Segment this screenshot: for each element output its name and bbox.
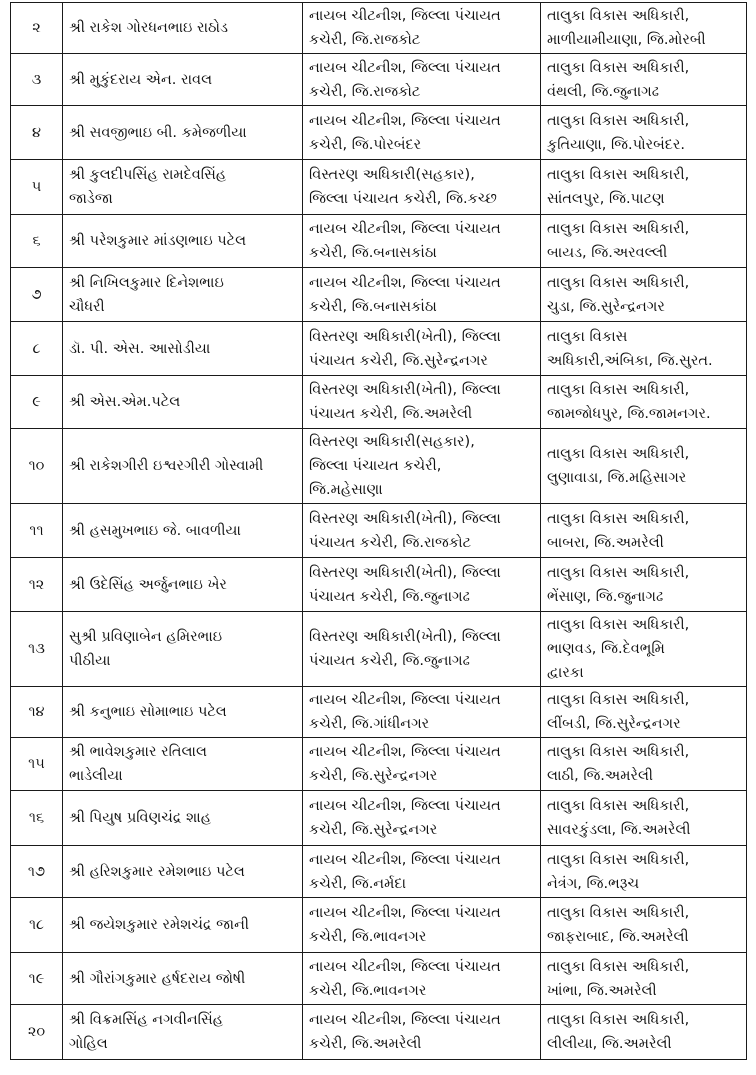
serial-number-cell: ૬ bbox=[11, 215, 63, 268]
new-posting-cell-line: તાલુકા વિકાસ અધિકારી, bbox=[547, 221, 690, 237]
officer-name-cell bbox=[63, 215, 303, 268]
new-posting-cell-line: તાલુકા વિકાસ અધિકારી, bbox=[547, 617, 690, 633]
officer-name-cell-line: ડૉ. પી. એસ. આસોડીયા bbox=[69, 340, 211, 357]
current-post-cell-line: નાયબ ચીટનીશ, જિલ્લા પંચાયત bbox=[309, 8, 501, 24]
officer-name-cell-line: શ્રી સવજીભાઇ બી. કમેજળીયા bbox=[69, 124, 247, 141]
current-post-cell-line: નાયબ ચીટનીશ, જિલ્લા પંચાયત bbox=[309, 59, 501, 76]
new-posting-cell-line: તાલુકા વિકાસ અધિકારી, bbox=[547, 692, 690, 708]
new-posting-cell bbox=[541, 738, 747, 791]
current-post-cell-line: પંચાયત કચેરી, જિ.સુરેન્દ્રનગર bbox=[309, 352, 488, 369]
table-row bbox=[11, 1005, 747, 1060]
table-row bbox=[11, 3, 747, 54]
officer-name-cell-line: શ્રી હસમુખભાઇ જે. બાવળીયા bbox=[69, 522, 241, 539]
current-post-cell bbox=[303, 215, 541, 268]
new-posting-cell bbox=[541, 898, 747, 953]
officer-transfer-table bbox=[10, 2, 747, 1060]
officer-name-cell-line: શ્રી હરિશકુમાર રમેશભાઇ પટેલ bbox=[69, 863, 245, 880]
officer-name-cell bbox=[63, 106, 303, 160]
current-post-cell-line: નાયબ ચીટનીશ, જિલ્લા પંચાયત bbox=[309, 798, 501, 814]
current-post-cell-line: કચેરી, જિ.રાજકોટ bbox=[309, 83, 421, 100]
officer-name-cell-line: શ્રી પરેશકુમાર માંડણભાઇ પટેલ bbox=[69, 233, 247, 249]
officer-name-cell-line: શ્રી ભાવેશકુમાર રતિલાલ bbox=[69, 744, 207, 760]
table-body bbox=[11, 3, 747, 1060]
current-post-cell-line: નાયબ ચીટનીશ, જિલ્લા પંચાયત bbox=[309, 221, 501, 237]
new-posting-cell-line: અધિકારી,અંબિકા, જિ.સુરત. bbox=[547, 352, 713, 369]
current-post-cell-line: વિસ્તરણ અધિકારી(ખેતી), જિલ્લા bbox=[309, 510, 501, 527]
current-post-cell bbox=[303, 322, 541, 376]
current-post-cell-line: કચેરી, જિ.બનાસકાંઠા bbox=[309, 298, 437, 315]
current-post-cell-line: કચેરી, જિ.અમરેલી bbox=[309, 1036, 422, 1052]
current-post-cell-line: પંચાયત કચેરી, જિ.જુનાગઢ bbox=[309, 653, 470, 669]
table-row bbox=[11, 846, 747, 898]
new-posting-cell-line: લુણાવાડા, જિ.મહિસાગર bbox=[547, 470, 687, 486]
current-post-cell-line: વિસ્તરણ અધિકારી(ખેતી), જિલ્લા bbox=[309, 328, 501, 345]
current-post-cell-line: વિસ્તરણ અધિકારી(ખેતી), જિલ્લા bbox=[309, 629, 501, 645]
current-post-cell bbox=[303, 429, 541, 504]
new-posting-cell-line: જાફરાબાદ, જિ.અમરેલી bbox=[547, 929, 689, 945]
document-page bbox=[10, 2, 746, 1060]
current-post-cell-line: કચેરી, જિ.સુરેન્દ્રનગર bbox=[309, 768, 438, 784]
new-posting-cell-line: સાવરકુંડલા, જિ.અમરેલી bbox=[547, 822, 691, 838]
table-row bbox=[11, 898, 747, 953]
new-posting-cell-line: ભાણવડ, જિ.દેવભૂમિ bbox=[547, 641, 665, 657]
officer-name-cell-line: ચૌધરી bbox=[69, 298, 105, 315]
officer-name-cell-line: શ્રી કુલદીપસિંહ રામદેવસિંહ bbox=[69, 167, 227, 183]
current-post-cell bbox=[303, 54, 541, 106]
table-row bbox=[11, 215, 747, 268]
officer-name-cell-line: ગોહિલ bbox=[69, 1036, 108, 1052]
officer-name-cell bbox=[63, 1005, 303, 1060]
current-post-cell-line: જિલ્લા પંચાયત કચેરી, જિ.કચ્છ bbox=[309, 191, 497, 207]
officer-name-cell bbox=[63, 738, 303, 791]
new-posting-cell-line: લાઠી, જિ.અમરેલી bbox=[547, 768, 654, 784]
officer-name-cell-line: ભાડેલીયા bbox=[69, 768, 123, 784]
current-post-cell-line: કચેરી, જિ.સુરેન્દ્રનગર bbox=[309, 822, 438, 838]
serial-number-cell: ૧૯ bbox=[11, 953, 63, 1005]
officer-name-cell-line: શ્રી ઉદેસિંહ અર્જુનભાઇ ખેર bbox=[69, 576, 227, 593]
new-posting-cell bbox=[541, 160, 747, 215]
new-posting-cell-line: તાલુકા વિકાસ અધિકારી, bbox=[547, 510, 690, 527]
officer-name-cell-line: શ્રી ગૌરાંગકુમાર હર્ષદરાય જોષી bbox=[69, 970, 246, 987]
new-posting-cell-line: ચુડા, જિ.સુરેન્દ્રનગર bbox=[547, 298, 665, 315]
table-row bbox=[11, 429, 747, 504]
new-posting-cell bbox=[541, 106, 747, 160]
new-posting-cell-line: તાલુકા વિકાસ અધિકારી, bbox=[547, 958, 690, 975]
new-posting-cell bbox=[541, 322, 747, 376]
new-posting-cell-line: તાલુકા વિકાસ અધિકારી, bbox=[547, 905, 690, 921]
new-posting-cell-line: વંથલી, જિ.જુનાગઢ bbox=[547, 83, 659, 100]
current-post-cell bbox=[303, 687, 541, 738]
current-post-cell bbox=[303, 953, 541, 1005]
officer-name-cell-line: શ્રી મુકુંદરાય એન. રાવલ bbox=[69, 71, 213, 88]
current-post-cell-line: કચેરી, જિ.ગાંધીનગર bbox=[309, 716, 430, 732]
table-row bbox=[11, 558, 747, 612]
new-posting-cell-line: બાબરા, જિ.અમરેલી bbox=[547, 534, 664, 551]
current-post-cell-line: નાયબ ચીટનીશ, જિલ્લા પંચાયત bbox=[309, 274, 501, 291]
new-posting-cell bbox=[541, 1005, 747, 1060]
new-posting-cell bbox=[541, 558, 747, 612]
table-row bbox=[11, 268, 747, 322]
current-post-cell-line: નાયબ ચીટનીશ, જિલ્લા પંચાયત bbox=[309, 112, 501, 129]
officer-name-cell bbox=[63, 687, 303, 738]
new-posting-cell-line: તાલુકા વિકાસ અધિકારી, bbox=[547, 446, 690, 462]
current-post-cell bbox=[303, 504, 541, 558]
new-posting-cell bbox=[541, 54, 747, 106]
new-posting-cell-line: તાલુકા વિકાસ અધિકારી, bbox=[547, 59, 690, 76]
current-post-cell-line: જિલ્લા પંચાયત કચેરી, bbox=[309, 458, 442, 474]
officer-name-cell-line: શ્રી રાકેશગીરી ઇશ્વરગીરી ગોસ્વામી bbox=[69, 458, 264, 474]
table-row bbox=[11, 953, 747, 1005]
current-post-cell-line: નાયબ ચીટનીશ, જિલ્લા પંચાયત bbox=[309, 1012, 501, 1028]
serial-number-cell: ૧૧ bbox=[11, 504, 63, 558]
new-posting-cell-line: જામજોધપુર, જિ.જામનગર. bbox=[547, 406, 711, 422]
current-post-cell-line: પંચાયત કચેરી, જિ.જુનાગઢ bbox=[309, 588, 470, 605]
current-post-cell-line: કચેરી, જિ.પોરબંદર bbox=[309, 136, 422, 153]
new-posting-cell bbox=[541, 376, 747, 429]
table-row bbox=[11, 160, 747, 215]
officer-name-cell-line: શ્રી પિયુષ પ્રવિણચંદ્ર શાહ bbox=[69, 810, 212, 826]
new-posting-cell-line: તાલુકા વિકાસ અધિકારી, bbox=[547, 744, 690, 760]
current-post-cell-line: નાયબ ચીટનીશ, જિલ્લા પંચાયત bbox=[309, 958, 501, 975]
officer-name-cell bbox=[63, 612, 303, 687]
officer-name-cell-line: શ્રી જયેશકુમાર રમેશચંદ્ર જાની bbox=[69, 917, 250, 933]
new-posting-cell-line: લીલીયા, જિ.અમરેલી bbox=[547, 1036, 672, 1052]
new-posting-cell-line: કુતિયાણા, જિ.પોરબંદર. bbox=[547, 136, 685, 153]
officer-name-cell-line: શ્રી રાકેશ ગોરધનભાઇ રાઠોડ bbox=[69, 20, 229, 36]
serial-number-cell: ૯ bbox=[11, 376, 63, 429]
new-posting-cell-line: ખાંભા, જિ.અમરેલી bbox=[547, 982, 657, 999]
new-posting-cell bbox=[541, 429, 747, 504]
officer-name-cell-line: શ્રી નિખિલકુમાર દિનેશભાઇ bbox=[69, 274, 224, 291]
current-post-cell bbox=[303, 612, 541, 687]
serial-number-cell: ૨૦ bbox=[11, 1005, 63, 1060]
current-post-cell bbox=[303, 1005, 541, 1060]
table-row bbox=[11, 504, 747, 558]
new-posting-cell-line: બાયડ, જિ.અરવલ્લી bbox=[547, 245, 668, 261]
new-posting-cell bbox=[541, 215, 747, 268]
serial-number-cell: ૧૦ bbox=[11, 429, 63, 504]
current-post-cell bbox=[303, 558, 541, 612]
table-row bbox=[11, 322, 747, 376]
officer-name-cell bbox=[63, 322, 303, 376]
officer-name-cell bbox=[63, 846, 303, 898]
new-posting-cell-line: તાલુકા વિકાસ અધિકારી, bbox=[547, 564, 690, 581]
current-post-cell-line: જિ.મહેસાણા bbox=[309, 482, 383, 498]
current-post-cell bbox=[303, 738, 541, 791]
current-post-cell-line: નાયબ ચીટનીશ, જિલ્લા પંચાયત bbox=[309, 905, 501, 921]
new-posting-cell-line: તાલુકા વિકાસ અધિકારી, bbox=[547, 167, 690, 183]
serial-number-cell: ૧૬ bbox=[11, 791, 63, 846]
current-post-cell-line: કચેરી, જિ.નર્મદા bbox=[309, 875, 406, 892]
current-post-cell-line: કચેરી, જિ.બનાસકાંઠા bbox=[309, 245, 437, 261]
officer-name-cell-line: જાડેજા bbox=[69, 191, 113, 207]
new-posting-cell-line: તાલુકા વિકાસ અધિકારી, bbox=[547, 8, 690, 24]
new-posting-cell bbox=[541, 504, 747, 558]
serial-number-cell: ૧૮ bbox=[11, 898, 63, 953]
serial-number-cell: ૭ bbox=[11, 268, 63, 322]
current-post-cell bbox=[303, 268, 541, 322]
new-posting-cell-line: તાલુકા વિકાસ bbox=[547, 328, 628, 345]
officer-name-cell bbox=[63, 54, 303, 106]
new-posting-cell-line: ભેંસાણ, જિ.જુનાગઢ bbox=[547, 588, 664, 605]
serial-number-cell: ૩ bbox=[11, 54, 63, 106]
officer-name-cell-line: શ્રી એસ.એમ.પટેલ bbox=[69, 394, 181, 410]
officer-name-cell bbox=[63, 558, 303, 612]
new-posting-cell bbox=[541, 953, 747, 1005]
current-post-cell-line: નાયબ ચીટનીશ, જિલ્લા પંચાયત bbox=[309, 851, 501, 868]
new-posting-cell-line: તાલુકા વિકાસ અધિકારી, bbox=[547, 274, 690, 291]
table-row bbox=[11, 791, 747, 846]
serial-number-cell: ૫ bbox=[11, 160, 63, 215]
current-post-cell-line: નાયબ ચીટનીશ, જિલ્લા પંચાયત bbox=[309, 744, 501, 760]
new-posting-cell-line: તાલુકા વિકાસ અધિકારી, bbox=[547, 851, 690, 868]
current-post-cell-line: પંચાયત કચેરી, જિ.રાજકોટ bbox=[309, 534, 472, 551]
current-post-cell bbox=[303, 106, 541, 160]
officer-name-cell bbox=[63, 953, 303, 1005]
current-post-cell bbox=[303, 898, 541, 953]
new-posting-cell-line: તાલુકા વિકાસ અધિકારી, bbox=[547, 798, 690, 814]
new-posting-cell bbox=[541, 846, 747, 898]
serial-number-cell: ૧૨ bbox=[11, 558, 63, 612]
table-row bbox=[11, 612, 747, 687]
new-posting-cell bbox=[541, 268, 747, 322]
current-post-cell-line: વિસ્તરણ અધિકારી(ખેતી), જિલ્લા bbox=[309, 382, 501, 398]
new-posting-cell-line: તાલુકા વિકાસ અધિકારી, bbox=[547, 382, 690, 398]
new-posting-cell bbox=[541, 3, 747, 54]
table-row bbox=[11, 54, 747, 106]
new-posting-cell-line: તાલુકા વિકાસ અધિકારી, bbox=[547, 112, 690, 129]
current-post-cell bbox=[303, 160, 541, 215]
officer-name-cell-line: સુશ્રી પ્રવિણાબેન હમિરભાઇ bbox=[69, 629, 223, 645]
new-posting-cell bbox=[541, 612, 747, 687]
current-post-cell-line: વિસ્તરણ અધિકારી(સહકાર), bbox=[309, 434, 475, 450]
current-post-cell-line: કચેરી, જિ.ભાવનગર bbox=[309, 982, 427, 999]
serial-number-cell: ૧૩ bbox=[11, 612, 63, 687]
officer-name-cell bbox=[63, 791, 303, 846]
new-posting-cell-line: સાંતલપુર, જિ.પાટણ bbox=[547, 191, 665, 207]
officer-name-cell-line: પીઠીયા bbox=[69, 653, 111, 669]
officer-name-cell-line: શ્રી વિક્રમસિંહ નગવીનસિંહ bbox=[69, 1012, 223, 1028]
current-post-cell-line: વિસ્તરણ અધિકારી(ખેતી), જિલ્લા bbox=[309, 564, 501, 581]
current-post-cell-line: પંચાયત કચેરી, જિ.અમરેલી bbox=[309, 406, 473, 422]
current-post-cell bbox=[303, 3, 541, 54]
officer-name-cell bbox=[63, 3, 303, 54]
new-posting-cell-line: તાલુકા વિકાસ અધિકારી, bbox=[547, 1012, 690, 1028]
serial-number-cell: ૨ bbox=[11, 3, 63, 54]
current-post-cell-line: વિસ્તરણ અધિકારી(સહકાર), bbox=[309, 167, 475, 183]
new-posting-cell bbox=[541, 791, 747, 846]
officer-name-cell bbox=[63, 268, 303, 322]
officer-name-cell bbox=[63, 504, 303, 558]
officer-name-cell bbox=[63, 160, 303, 215]
current-post-cell bbox=[303, 376, 541, 429]
serial-number-cell: ૧૪ bbox=[11, 687, 63, 738]
new-posting-cell-line: લીંબડી, જિ.સુરેન્દ્રનગર bbox=[547, 716, 681, 732]
officer-name-cell bbox=[63, 898, 303, 953]
current-post-cell-line: કચેરી, જિ.ભાવનગર bbox=[309, 929, 427, 945]
officer-name-cell bbox=[63, 376, 303, 429]
current-post-cell bbox=[303, 791, 541, 846]
table-row bbox=[11, 738, 747, 791]
serial-number-cell: ૧૫ bbox=[11, 738, 63, 791]
serial-number-cell: ૮ bbox=[11, 322, 63, 376]
serial-number-cell: ૧૭ bbox=[11, 846, 63, 898]
officer-name-cell bbox=[63, 429, 303, 504]
current-post-cell-line: કચેરી, જિ.રાજકોટ bbox=[309, 32, 421, 48]
serial-number-cell: ૪ bbox=[11, 106, 63, 160]
table-row bbox=[11, 687, 747, 738]
table-row bbox=[11, 106, 747, 160]
table-row bbox=[11, 376, 747, 429]
new-posting-cell-line: નેત્રંગ, જિ.ભરૂચ bbox=[547, 875, 640, 892]
new-posting-cell-line: દ્વારકા bbox=[547, 665, 584, 681]
current-post-cell-line: નાયબ ચીટનીશ, જિલ્લા પંચાયત bbox=[309, 692, 501, 708]
new-posting-cell-line: માળીયામીયાણા, જિ.મોરબી bbox=[547, 32, 706, 48]
current-post-cell bbox=[303, 846, 541, 898]
officer-name-cell-line: શ્રી કનુભાઇ સોમાભાઇ પટેલ bbox=[69, 704, 227, 720]
new-posting-cell bbox=[541, 687, 747, 738]
